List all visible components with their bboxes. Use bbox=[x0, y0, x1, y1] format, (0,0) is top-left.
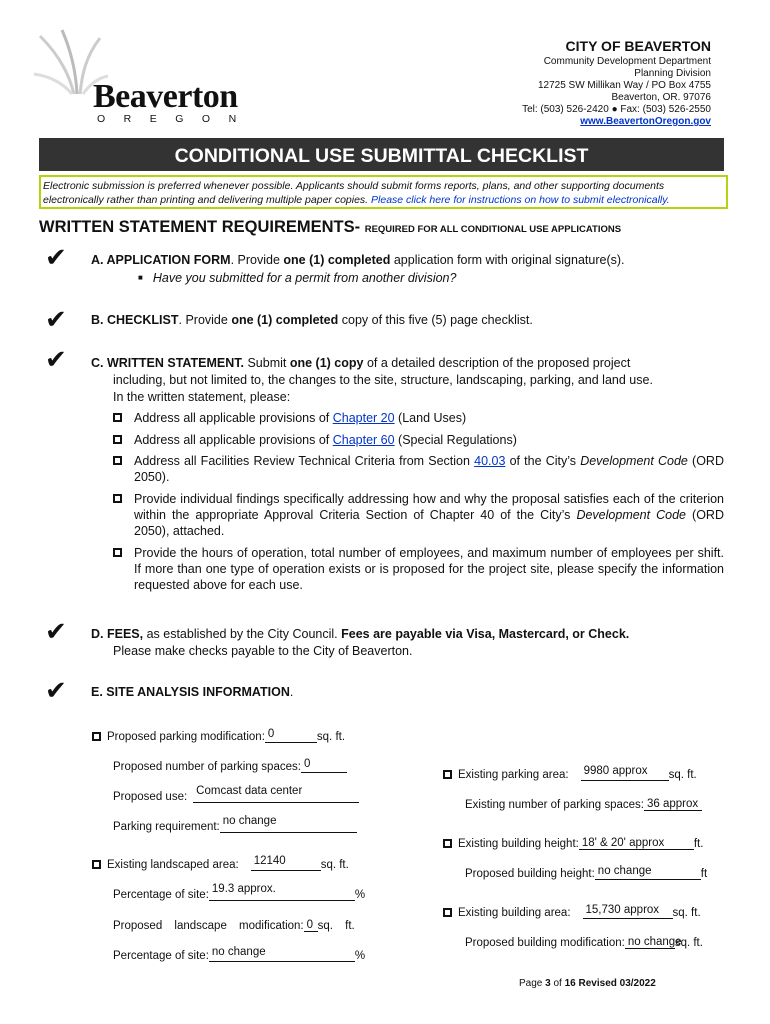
checkbox-icon bbox=[113, 494, 122, 503]
item-text: Please make checks payable to the City of Beaverton. bbox=[113, 644, 413, 658]
section-subheading: REQUIRED FOR ALL CONDITIONAL USE APPLICATIONS bbox=[364, 224, 622, 235]
proposed-height-input[interactable]: no change bbox=[595, 865, 701, 880]
field-parking-requirement: Parking requirement: no change bbox=[113, 818, 357, 833]
page-title: CONDITIONAL USE SUBMITTAL CHECKLIST bbox=[39, 138, 724, 171]
city-name: CITY OF BEAVERTON bbox=[565, 38, 711, 54]
check-icon: ✔ bbox=[45, 304, 67, 334]
field-landscape-modification: Proposed landscape modification: 0 sq. ft. bbox=[113, 919, 355, 932]
item-fees: D. FEES, as established by the City Council. Fees are payable via Visa, Mastercard, or Check. bbox=[91, 627, 630, 641]
page-footer: Page 3 of 16 Revised 03/2022 bbox=[519, 978, 656, 989]
chapter-20-link[interactable]: Chapter 20 bbox=[332, 411, 395, 425]
field-percentage-site-2: Percentage of site: no change % bbox=[113, 946, 366, 962]
checkbox-icon bbox=[113, 456, 122, 465]
building-area-input[interactable]: 15,730 approx bbox=[583, 904, 673, 919]
parking-spaces-input[interactable]: 0 bbox=[301, 758, 347, 773]
city-website-link[interactable]: www.BeavertonOregon.gov bbox=[580, 116, 711, 127]
city-contact-block bbox=[522, 38, 711, 128]
check-icon: ✔ bbox=[45, 344, 67, 374]
field-building-modification: Proposed building modification: no change sq. ft. bbox=[465, 936, 703, 949]
chapter-60-link[interactable]: Chapter 60 bbox=[332, 433, 395, 447]
parking-requirement-input[interactable]: no change bbox=[220, 818, 357, 833]
percentage-site-1-input[interactable]: 19.3 approx. bbox=[209, 886, 355, 901]
city-line: Community Development Department bbox=[543, 56, 711, 67]
checkbox-icon bbox=[113, 548, 122, 557]
logo-wordmark: Beaverton bbox=[93, 78, 238, 115]
field-parking-modification: Proposed parking modification: 0 sq. ft. bbox=[92, 728, 345, 743]
existing-parking-input[interactable]: 9980 approx bbox=[581, 766, 669, 781]
field-landscaped-area: Existing landscaped area: 12140 sq. ft. bbox=[92, 856, 349, 871]
field-percentage-site-1: Percentage of site: 19.3 approx. % bbox=[113, 883, 366, 901]
proposed-use-input[interactable]: Comcast data center bbox=[193, 788, 359, 803]
checkbox-icon bbox=[113, 413, 122, 422]
item-application-form: A. APPLICATION FORM. Provide one (1) completed application form with original signature(s). bbox=[91, 253, 625, 267]
logo-state: OREGON bbox=[97, 113, 255, 125]
checkbox-icon bbox=[443, 908, 452, 917]
percentage-site-2-input[interactable]: no change bbox=[209, 947, 355, 962]
electronic-notice bbox=[39, 175, 728, 209]
check-icon: ✔ bbox=[45, 616, 67, 646]
field-proposed-building-height: Proposed building height: no change ft bbox=[465, 865, 708, 880]
field-parking-spaces: Proposed number of parking spaces: 0 bbox=[113, 758, 347, 773]
building-modification-input[interactable]: no change bbox=[625, 934, 675, 949]
section-heading-text: WRITTEN STATEMENT REQUIREMENTS- bbox=[39, 218, 361, 236]
checkbox-icon bbox=[92, 732, 101, 741]
city-line: 12725 SW Millikan Way / PO Box 4755 bbox=[537, 80, 711, 91]
item-site-analysis: E. SITE ANALYSIS INFORMATION. bbox=[91, 685, 294, 699]
checkbox-icon bbox=[443, 839, 452, 848]
field-existing-parking-area: Existing parking area: 9980 approx sq. ft. bbox=[443, 766, 697, 781]
checkbox-icon bbox=[443, 770, 452, 779]
city-line: Tel: (503) 526-2420 ● Fax: (503) 526-2550 bbox=[522, 104, 711, 115]
check-icon: ✔ bbox=[45, 242, 67, 272]
section-heading bbox=[39, 218, 621, 237]
item-checklist: B. CHECKLIST. Provide one (1) completed copy of this five (5) page checklist. bbox=[91, 313, 533, 327]
landscaped-area-input[interactable]: 12140 bbox=[251, 856, 321, 871]
bullet-item: ■ Have you submitted for a permit from another division? bbox=[138, 271, 457, 285]
field-proposed-use: Proposed use: Comcast data center bbox=[113, 788, 359, 803]
notice-text: Electronic submission is preferred whenever possible. Applicants should submit forms reports, plans, and other supporting documents electronically rather than printing and delivering multiple paper copies. bbox=[43, 180, 665, 206]
parking-modification-input[interactable]: 0 bbox=[265, 728, 317, 743]
check-icon: ✔ bbox=[45, 675, 67, 705]
instructions-link[interactable]: Please click here for instructions on how to submit electronically. bbox=[371, 194, 670, 206]
city-line: Planning Division bbox=[634, 68, 711, 79]
building-height-input[interactable]: 18' & 20' approx bbox=[579, 835, 694, 850]
section-40-03-link[interactable]: 40.03 bbox=[474, 454, 506, 468]
item-label: A. APPLICATION FORM bbox=[91, 253, 231, 267]
checkbox-icon bbox=[113, 435, 122, 444]
checkbox-icon bbox=[92, 860, 101, 869]
item-text: In the written statement, please: bbox=[113, 390, 291, 404]
city-line: Beaverton, OR. 97076 bbox=[611, 92, 711, 103]
existing-spaces-input[interactable]: 36 approx bbox=[644, 796, 702, 811]
item-text: including, but not limited to, the changes to the site, structure, landscaping, parking, and land use. bbox=[113, 373, 653, 387]
landscape-modification-input[interactable]: 0 bbox=[304, 917, 318, 932]
item-written-statement: C. WRITTEN STATEMENT. Submit one (1) copy of a detailed description of the proposed project bbox=[91, 356, 631, 370]
field-existing-building-height: Existing building height: 18' & 20' approx ft. bbox=[443, 835, 703, 850]
field-existing-building-area: Existing building area: 15,730 approx sq. ft. bbox=[443, 904, 701, 919]
field-existing-parking-spaces: Existing number of parking spaces: 36 approx bbox=[465, 796, 702, 811]
